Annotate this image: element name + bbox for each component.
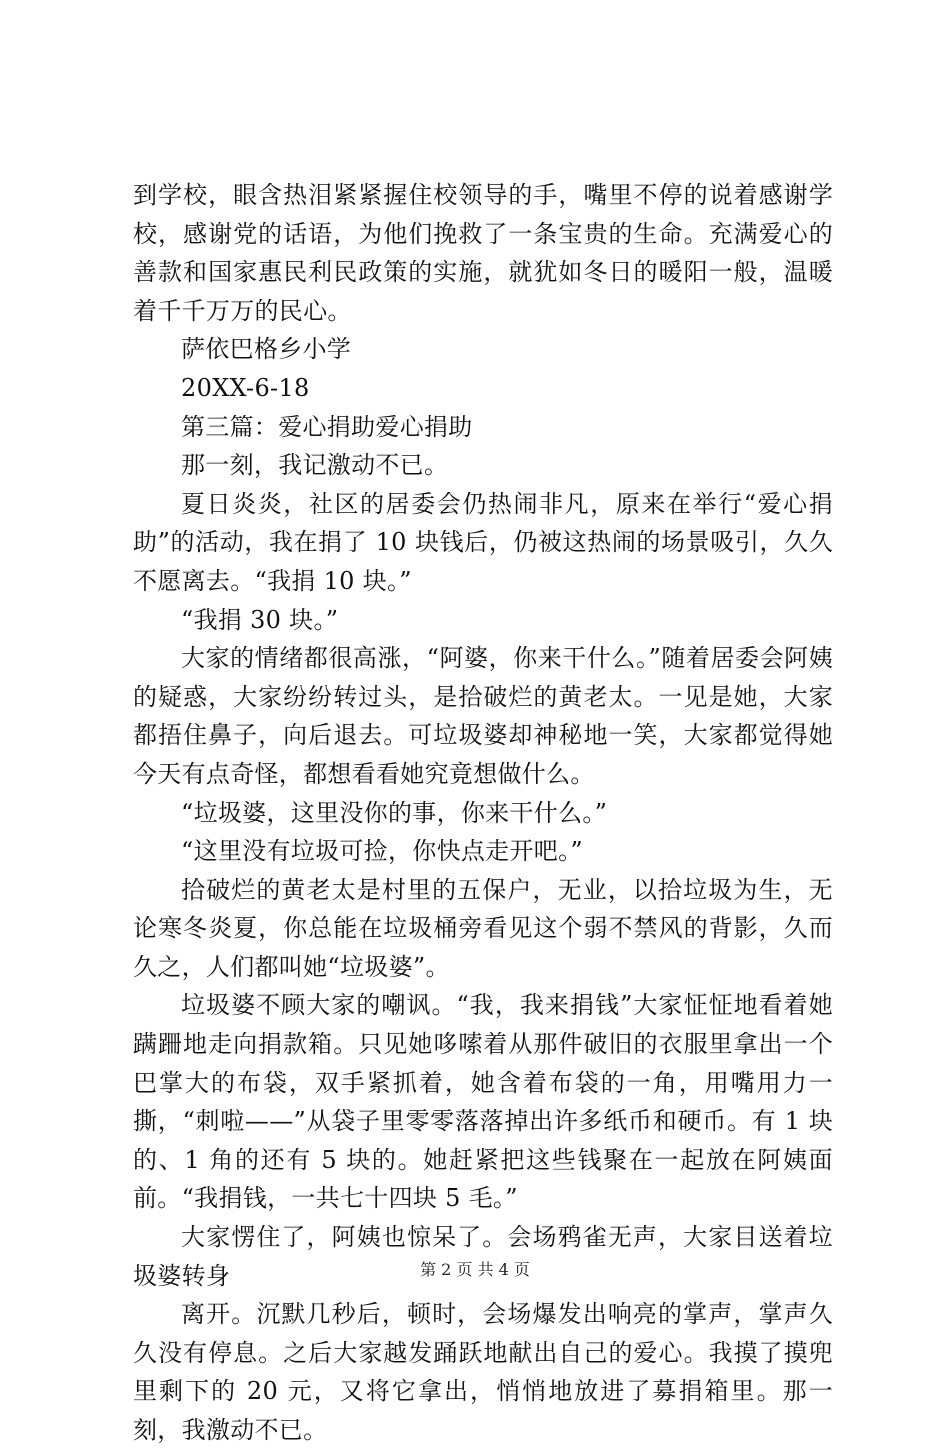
signature-school: 萨依巴格乡小学 — [181, 335, 352, 364]
signature-date: 20XX-6-18 — [181, 373, 310, 402]
paragraph: 拾破烂的黄老太是村里的五保户，无业，以拾垃圾为生，无论寒冬炎夏，你总能在垃圾桶旁看见这个弱不禁风的背影，久而久之，人们都叫她“垃圾婆”。 — [133, 875, 833, 981]
paragraph: “这里没有垃圾可捡，你快点走开吧。” — [181, 837, 583, 866]
paragraph: 离开。沉默几秒后，顿时，会场爆发出响亮的掌声，掌声久久没有停息。之后大家越发踊跃地献出自己的爱心。我摸了摸兜里剩下的 20 元，又将它拿出，悄悄地放进了募捐箱里。那一刻，我激动不已。 — [133, 1300, 833, 1444]
paragraph: 那一刻，我记激动不已。 — [181, 451, 449, 480]
paragraph: 大家愣住了，阿姨也惊呆了。会场鸦雀无声，大家目送着垃圾婆转身 — [133, 1223, 833, 1290]
page-footer: 第 2 页 共 4 页 — [420, 1260, 530, 1279]
paragraph: “垃圾婆，这里没你的事，你来干什么。” — [181, 798, 608, 827]
section-heading: 第三篇：爱心捐助爱心捐助 — [181, 412, 473, 441]
paragraph: 夏日炎炎，社区的居委会仍热闹非凡，原来在举行“爱心捐助”的活动，我在捐了 10 块钱后，仍被这热闹的场景吸引，久久不愿离去。“我捐 10 块。” — [133, 489, 833, 595]
paragraph: 到学校，眼含热泪紧紧握住校领导的手，嘴里不停的说着感谢学校，感谢党的话语，为他们挽救了一条宝贵的生命。充满爱心的善款和国家惠民利民政策的实施，就犹如冬日的暖阳一般，温暖着千千万万的民心。 — [133, 181, 833, 325]
paragraph: 垃圾婆不顾大家的嘲讽。“我，我来捐钱”大家怔怔地看着她蹒跚地走向捐款箱。只见她哆嗦着从那件破旧的衣服里拿出一个巴掌大的布袋，双手紧抓着，她含着布袋的一角，用嘴用力一撕，“刺啦——”从袋子里零零落落掉出许多纸币和硬币。有 1 块的、1 角的还有 5 块的。她赶紧把这些钱聚在一起放在阿姨面前。“我捐钱，一共七十四块 5 毛。” — [133, 991, 833, 1213]
paragraph: “我捐 30 块。” — [181, 605, 339, 634]
paragraph: 大家的情绪都很高涨，“阿婆，你来干什么。”随着居委会阿姨的疑惑，大家纷纷转过头，是拾破烂的黄老太。一见是她，大家都捂住鼻子，向后退去。可垃圾婆却神秘地一笑，大家都觉得她今天有点奇怪，都想看看她究竟想做什么。 — [133, 644, 833, 788]
